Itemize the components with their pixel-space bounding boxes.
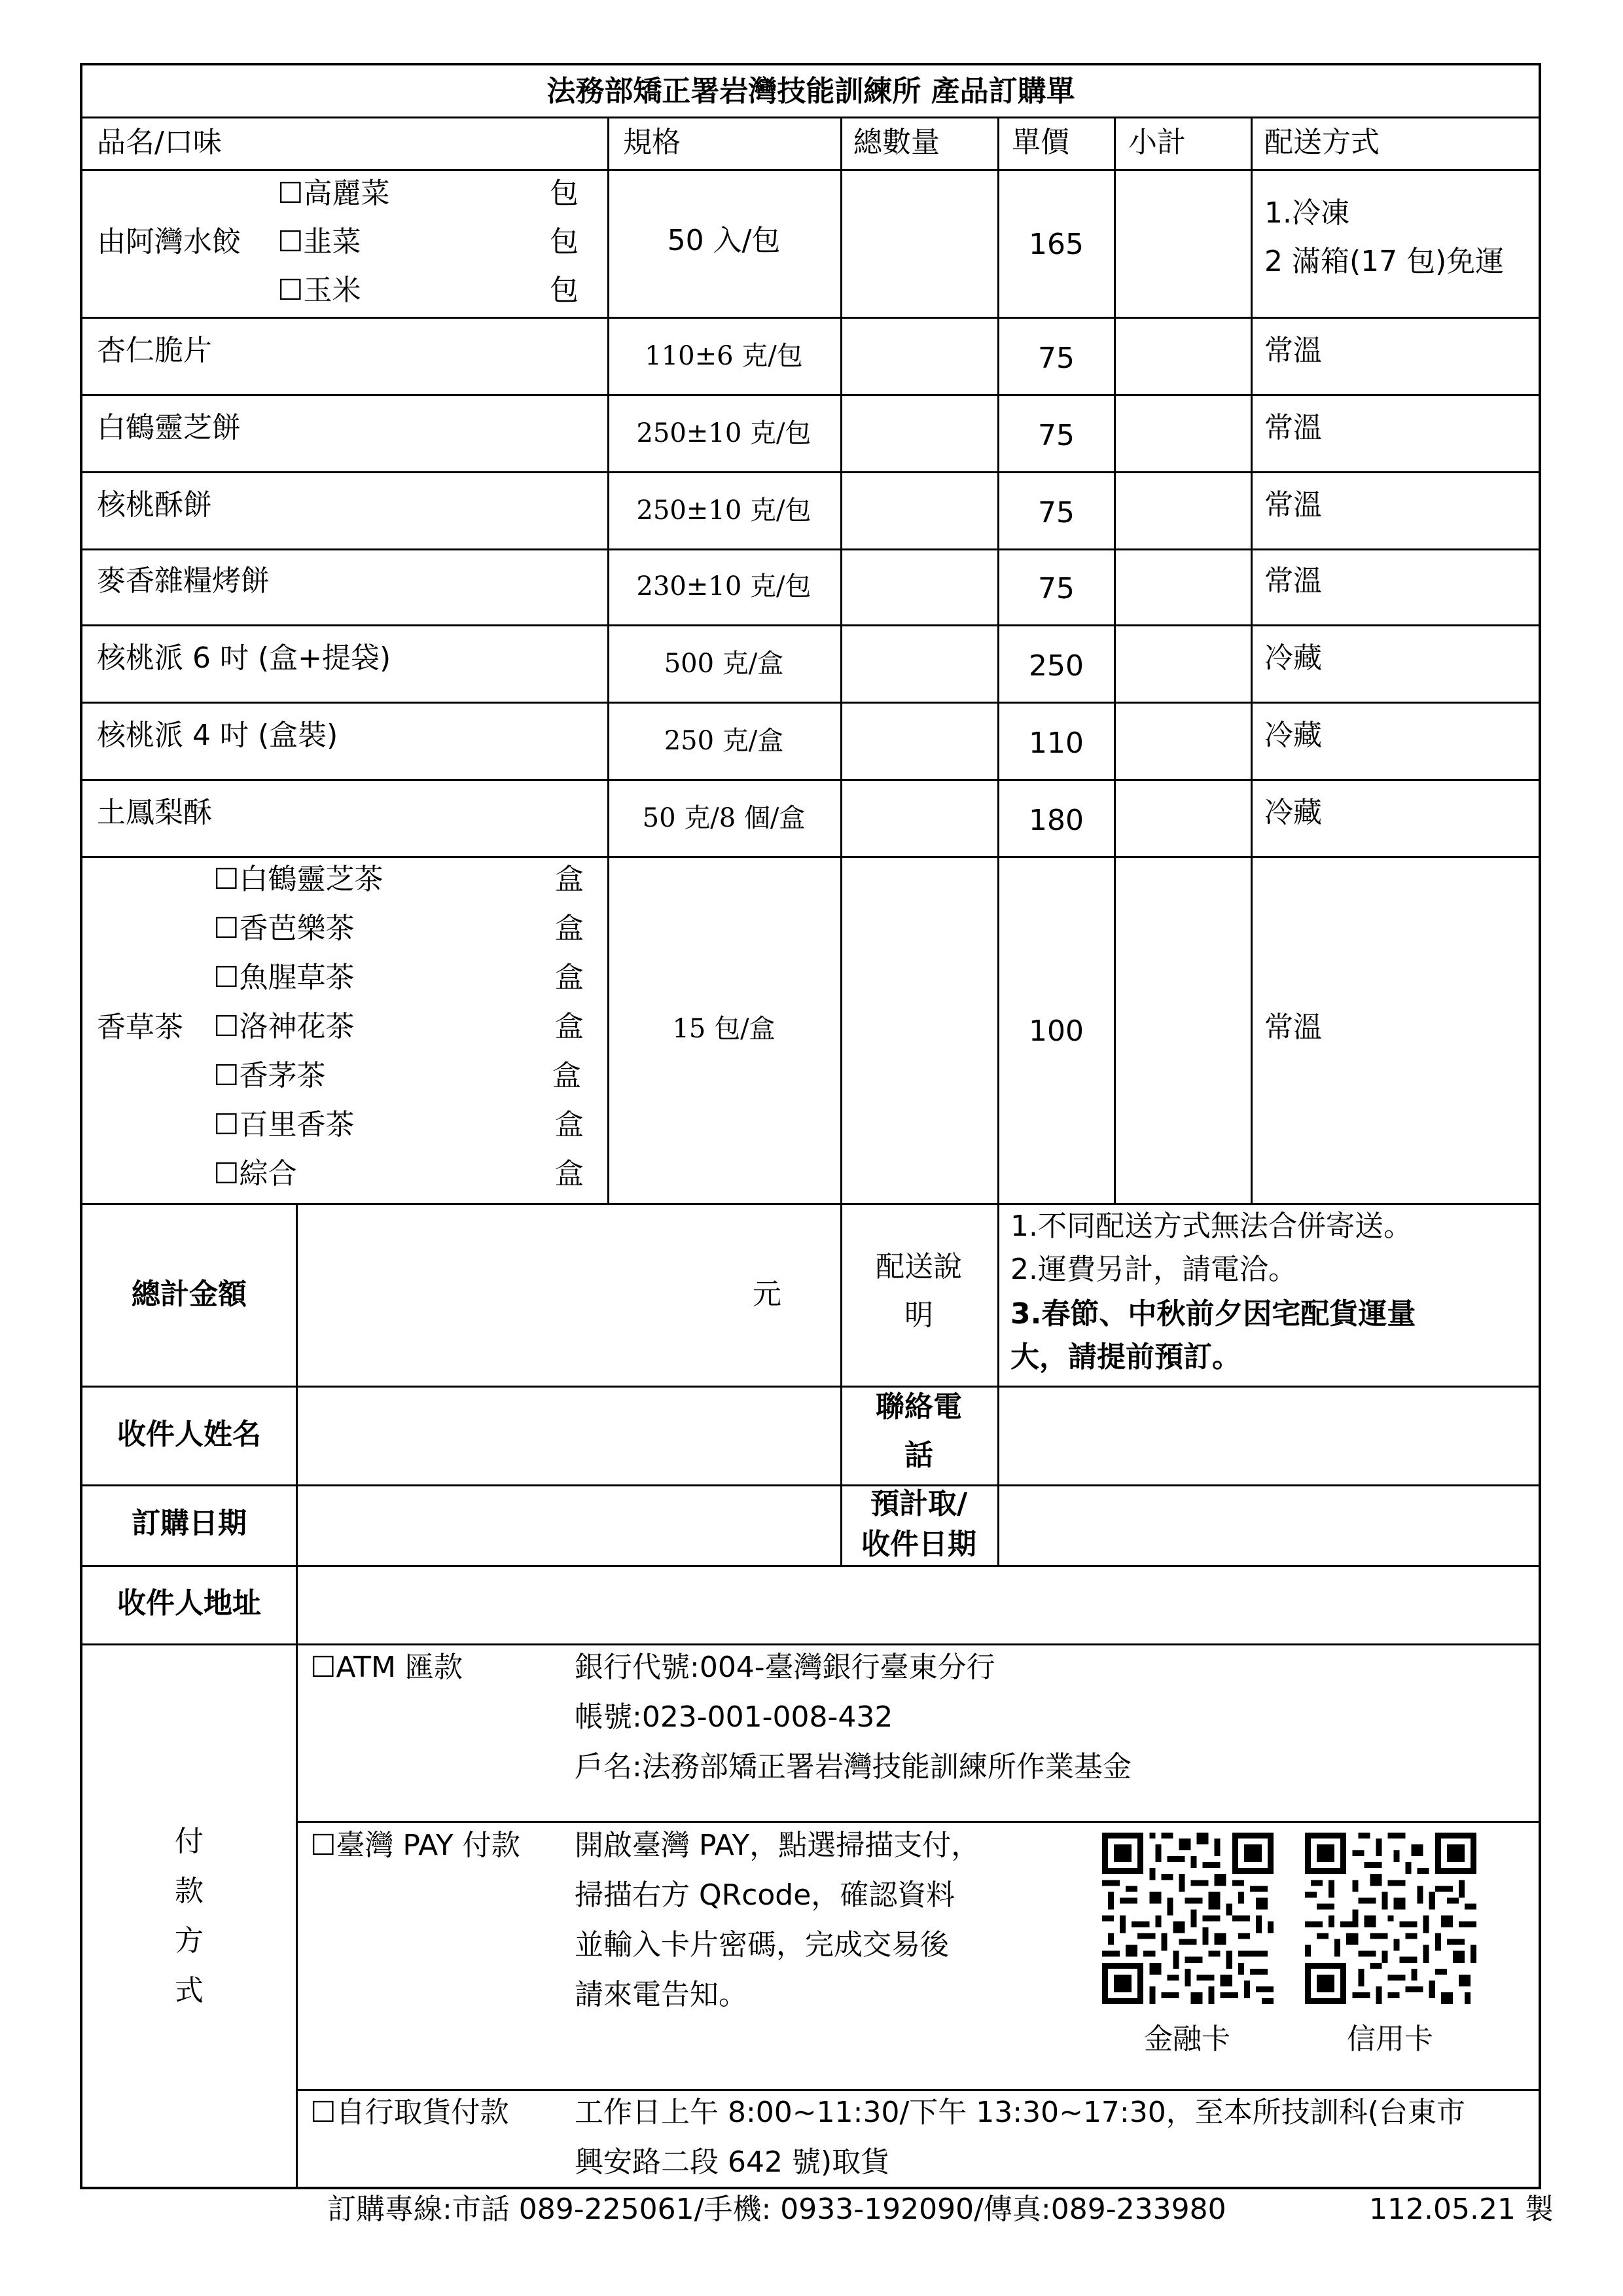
tea-spec: 15 包/盒 bbox=[672, 1014, 776, 1044]
item-spec: 110±6 克/包 bbox=[645, 341, 803, 371]
tea-unit: 盒 bbox=[555, 961, 584, 994]
tea-unit: 盒 bbox=[555, 1157, 584, 1191]
delivery-note-3: 3.春節、中秋前夕因宅配貨運量 bbox=[1010, 1297, 1416, 1331]
item-spec: 250±10 克/包 bbox=[636, 495, 812, 526]
total-label: 總計金額 bbox=[132, 1278, 247, 1311]
pickup-date-label: 預計取/ bbox=[870, 1487, 968, 1520]
item-name: 核桃派 6 吋 (盒+提袋) bbox=[97, 641, 391, 675]
delivery-note-label: 明 bbox=[904, 1299, 933, 1332]
payment-label: 式 bbox=[175, 1974, 204, 2007]
header-spec: 規格 bbox=[623, 126, 681, 159]
item-price: 110 bbox=[1029, 726, 1084, 760]
tea-unit: 盒 bbox=[555, 1010, 584, 1043]
order-date-label: 訂購日期 bbox=[132, 1507, 247, 1540]
atm-bank-code: 銀行代號:004-臺灣銀行臺東分行 bbox=[575, 1651, 995, 1684]
tea-unit: 盒 bbox=[552, 1059, 581, 1092]
item-price: 75 bbox=[1038, 342, 1075, 375]
taiwan-pay-instruction: 請來電告知。 bbox=[575, 1978, 747, 2011]
tea-name: 香草茶 bbox=[97, 1011, 183, 1044]
order-form bbox=[80, 63, 1541, 2189]
form-title: 法務部矯正署岩灣技能訓練所 產品訂購單 bbox=[546, 75, 1075, 108]
taiwan-pay-option[interactable]: ☐臺灣 PAY 付款 bbox=[310, 1829, 520, 1862]
dumpling-spec: 50 入/包 bbox=[667, 224, 781, 257]
payment-label: 方 bbox=[175, 1924, 204, 1958]
item-price: 250 bbox=[1029, 649, 1084, 683]
item-delivery: 冷藏 bbox=[1264, 796, 1322, 829]
delivery-note-3: 大，請提前預訂。 bbox=[1010, 1340, 1241, 1374]
dumpling-flavor-corn[interactable]: ☐玉米 bbox=[277, 274, 361, 307]
header-subtotal: 小計 bbox=[1128, 126, 1186, 159]
item-spec: 250±10 克/包 bbox=[636, 418, 812, 448]
atm-account-name: 戶名:法務部矯正署岩灣技能訓練所作業基金 bbox=[575, 1750, 1132, 1784]
taiwan-pay-instruction: 並輸入卡片密碼，完成交易後 bbox=[575, 1928, 949, 1962]
self-pickup-option[interactable]: ☐自行取貨付款 bbox=[310, 2096, 509, 2129]
item-price: 75 bbox=[1038, 419, 1075, 452]
self-pickup-hours: 工作日上午 8:00~11:30/下午 13:30~17:30，至本所技訓科(台東市 bbox=[575, 2096, 1465, 2129]
dumpling-unit: 包 bbox=[550, 274, 579, 307]
header-name: 品名/口味 bbox=[97, 126, 222, 159]
qr-code-credit-card[interactable] bbox=[1305, 1833, 1476, 2004]
header-unit-price: 單價 bbox=[1012, 126, 1069, 159]
dumpling-name: 由阿灣水餃 bbox=[97, 225, 241, 259]
dumpling-price: 165 bbox=[1029, 228, 1084, 261]
dumpling-flavor-cabbage[interactable]: ☐高麗菜 bbox=[277, 177, 390, 210]
item-name: 核桃派 4 吋 (盒裝) bbox=[97, 719, 338, 752]
item-name: 白鶴靈芝餅 bbox=[97, 411, 241, 444]
item-price: 75 bbox=[1038, 572, 1075, 605]
atm-account: 帳號:023-001-008-432 bbox=[575, 1700, 893, 1734]
item-price: 75 bbox=[1038, 496, 1075, 529]
payment-label: 付 bbox=[175, 1825, 204, 1858]
item-name: 土鳳梨酥 bbox=[97, 796, 212, 829]
pickup-date-label: 收件日期 bbox=[861, 1528, 976, 1561]
qr-code-debit-card[interactable] bbox=[1102, 1833, 1274, 2004]
dumpling-flavor-chive[interactable]: ☐韭菜 bbox=[277, 225, 361, 259]
footer-contact: 訂購專線:市話 089-225061/手機: 0933-192090/傳真:089-233980 bbox=[327, 2193, 1226, 2226]
tea-price: 100 bbox=[1029, 1014, 1084, 1048]
recipient-name-label: 收件人姓名 bbox=[117, 1418, 261, 1451]
item-delivery: 常溫 bbox=[1264, 411, 1322, 444]
dumpling-delivery-2: 2 滿箱(17 包)免運 bbox=[1264, 245, 1505, 278]
tea-flavor[interactable]: ☐洛神花茶 bbox=[213, 1010, 355, 1043]
tea-unit: 盒 bbox=[555, 1108, 584, 1141]
payment-label: 款 bbox=[175, 1874, 204, 1908]
taiwan-pay-instruction: 掃描右方 QRcode，確認資料 bbox=[575, 1878, 955, 1912]
self-pickup-address: 興安路二段 642 號)取貨 bbox=[575, 2145, 890, 2179]
tea-delivery: 常溫 bbox=[1264, 1011, 1322, 1044]
qr-caption-debit: 金融卡 bbox=[1144, 2022, 1230, 2056]
footer-version: 112.05.21 製 bbox=[1369, 2193, 1554, 2226]
item-delivery: 冷藏 bbox=[1264, 719, 1322, 752]
item-delivery: 常溫 bbox=[1264, 564, 1322, 598]
dumpling-unit: 包 bbox=[550, 225, 579, 259]
item-delivery: 常溫 bbox=[1264, 334, 1322, 367]
address-label: 收件人地址 bbox=[117, 1587, 261, 1620]
item-spec: 230±10 克/包 bbox=[636, 571, 812, 601]
tea-flavor[interactable]: ☐香茅茶 bbox=[213, 1059, 326, 1092]
delivery-note-2: 2.運費另計，請電洽。 bbox=[1010, 1253, 1297, 1286]
phone-label: 聯絡電 bbox=[876, 1390, 962, 1424]
item-name: 核桃酥餅 bbox=[97, 488, 212, 522]
total-unit: 元 bbox=[753, 1278, 781, 1311]
tea-flavor[interactable]: ☐白鶴靈芝茶 bbox=[213, 863, 383, 896]
phone-label: 話 bbox=[904, 1439, 933, 1472]
header-delivery: 配送方式 bbox=[1264, 126, 1380, 159]
item-spec: 250 克/盒 bbox=[664, 726, 784, 756]
taiwan-pay-instruction: 開啟臺灣 PAY，點選掃描支付， bbox=[575, 1829, 980, 1862]
tea-unit: 盒 bbox=[555, 863, 584, 896]
dumpling-delivery-1: 1.冷凍 bbox=[1264, 196, 1349, 230]
item-name: 杏仁脆片 bbox=[97, 334, 212, 367]
tea-flavor[interactable]: ☐百里香茶 bbox=[213, 1108, 355, 1141]
item-delivery: 冷藏 bbox=[1264, 641, 1322, 675]
delivery-note-1: 1.不同配送方式無法合併寄送。 bbox=[1010, 1210, 1412, 1243]
tea-flavor[interactable]: ☐魚腥草茶 bbox=[213, 961, 355, 994]
item-delivery: 常溫 bbox=[1264, 488, 1322, 522]
tea-flavor[interactable]: ☐綜合 bbox=[213, 1157, 297, 1191]
item-spec: 50 克/8 個/盒 bbox=[642, 803, 806, 833]
dumpling-unit: 包 bbox=[550, 177, 579, 210]
atm-option[interactable]: ☐ATM 匯款 bbox=[310, 1651, 463, 1684]
item-name: 麥香雜糧烤餅 bbox=[97, 564, 270, 598]
tea-flavor[interactable]: ☐香芭樂茶 bbox=[213, 912, 355, 945]
tea-unit: 盒 bbox=[555, 912, 584, 945]
item-spec: 500 克/盒 bbox=[664, 649, 784, 679]
delivery-note-label: 配送說 bbox=[876, 1250, 962, 1283]
item-price: 180 bbox=[1029, 804, 1084, 837]
header-quantity: 總數量 bbox=[853, 126, 940, 159]
qr-caption-credit: 信用卡 bbox=[1347, 2022, 1433, 2056]
